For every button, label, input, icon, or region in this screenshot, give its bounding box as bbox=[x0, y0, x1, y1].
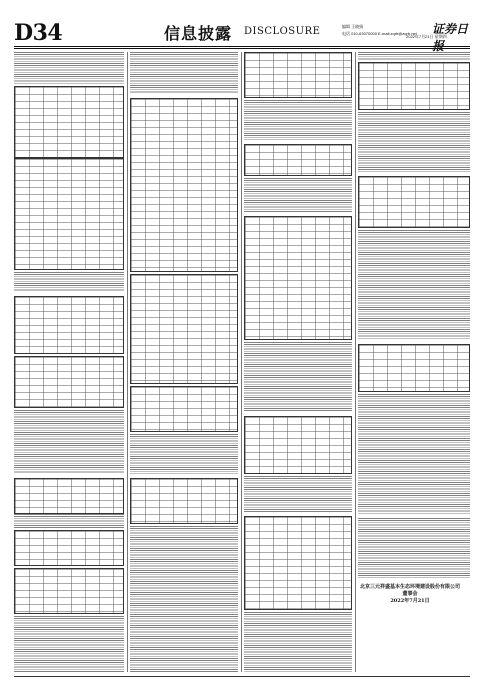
column-divider bbox=[355, 52, 356, 672]
section-title-en: DISCLOSURE bbox=[244, 26, 321, 37]
column-divider bbox=[241, 52, 242, 672]
header-rule bbox=[14, 46, 470, 47]
data-table bbox=[14, 568, 124, 614]
page-header bbox=[14, 20, 470, 46]
data-table bbox=[130, 386, 238, 432]
text-block bbox=[14, 272, 124, 292]
data-table bbox=[14, 530, 124, 566]
column-4 bbox=[358, 52, 470, 672]
company-signature bbox=[360, 584, 460, 605]
text-block bbox=[244, 342, 352, 412]
data-table bbox=[130, 98, 238, 272]
footer-rule bbox=[14, 676, 470, 677]
text-block bbox=[244, 178, 352, 212]
data-table bbox=[358, 62, 470, 110]
section-title: 信息披露 bbox=[164, 24, 233, 43]
data-table bbox=[14, 86, 124, 158]
data-table bbox=[358, 344, 470, 392]
data-table bbox=[244, 216, 352, 340]
data-table bbox=[244, 52, 352, 98]
text-block bbox=[358, 112, 470, 172]
column-divider bbox=[127, 52, 128, 672]
signature-company-name: 北京三元祥盛基本生态环境建设股份有限公司 bbox=[360, 584, 461, 590]
editor-line: 编辑 王晓娟 bbox=[342, 24, 364, 29]
data-table bbox=[244, 516, 352, 610]
data-table bbox=[358, 176, 470, 228]
page-code: D34 bbox=[14, 20, 63, 46]
text-block bbox=[358, 52, 470, 60]
data-table bbox=[14, 356, 124, 408]
column-3 bbox=[244, 52, 352, 672]
text-block bbox=[130, 434, 238, 474]
text-block bbox=[358, 518, 470, 578]
column-1 bbox=[14, 52, 124, 672]
data-table bbox=[130, 478, 238, 524]
text-block bbox=[244, 612, 352, 672]
signature-board: 董事会 bbox=[402, 591, 418, 597]
column-2 bbox=[130, 52, 238, 672]
text-block bbox=[244, 476, 352, 512]
text-block bbox=[130, 526, 238, 672]
date-line: 2022年7月21日 星期四 bbox=[406, 34, 447, 39]
data-table bbox=[14, 296, 124, 354]
text-block bbox=[14, 514, 124, 528]
text-block bbox=[358, 230, 470, 340]
data-table bbox=[14, 158, 124, 270]
data-table bbox=[244, 416, 352, 474]
data-table bbox=[130, 274, 238, 384]
data-table bbox=[14, 478, 124, 514]
text-block bbox=[358, 394, 470, 514]
text-block bbox=[14, 616, 124, 672]
masthead-logo: 证券日 bbox=[432, 22, 469, 36]
header-rule-thin bbox=[14, 48, 470, 49]
data-table bbox=[244, 144, 352, 176]
text-block bbox=[14, 410, 124, 474]
text-block bbox=[244, 100, 352, 140]
text-block bbox=[14, 52, 124, 84]
text-block bbox=[130, 52, 238, 94]
contact-line: 电话 010-63070000 E-mail:zqrb@zqrb.net bbox=[342, 31, 417, 36]
signature-date: 2022年7月21日 bbox=[390, 598, 430, 604]
